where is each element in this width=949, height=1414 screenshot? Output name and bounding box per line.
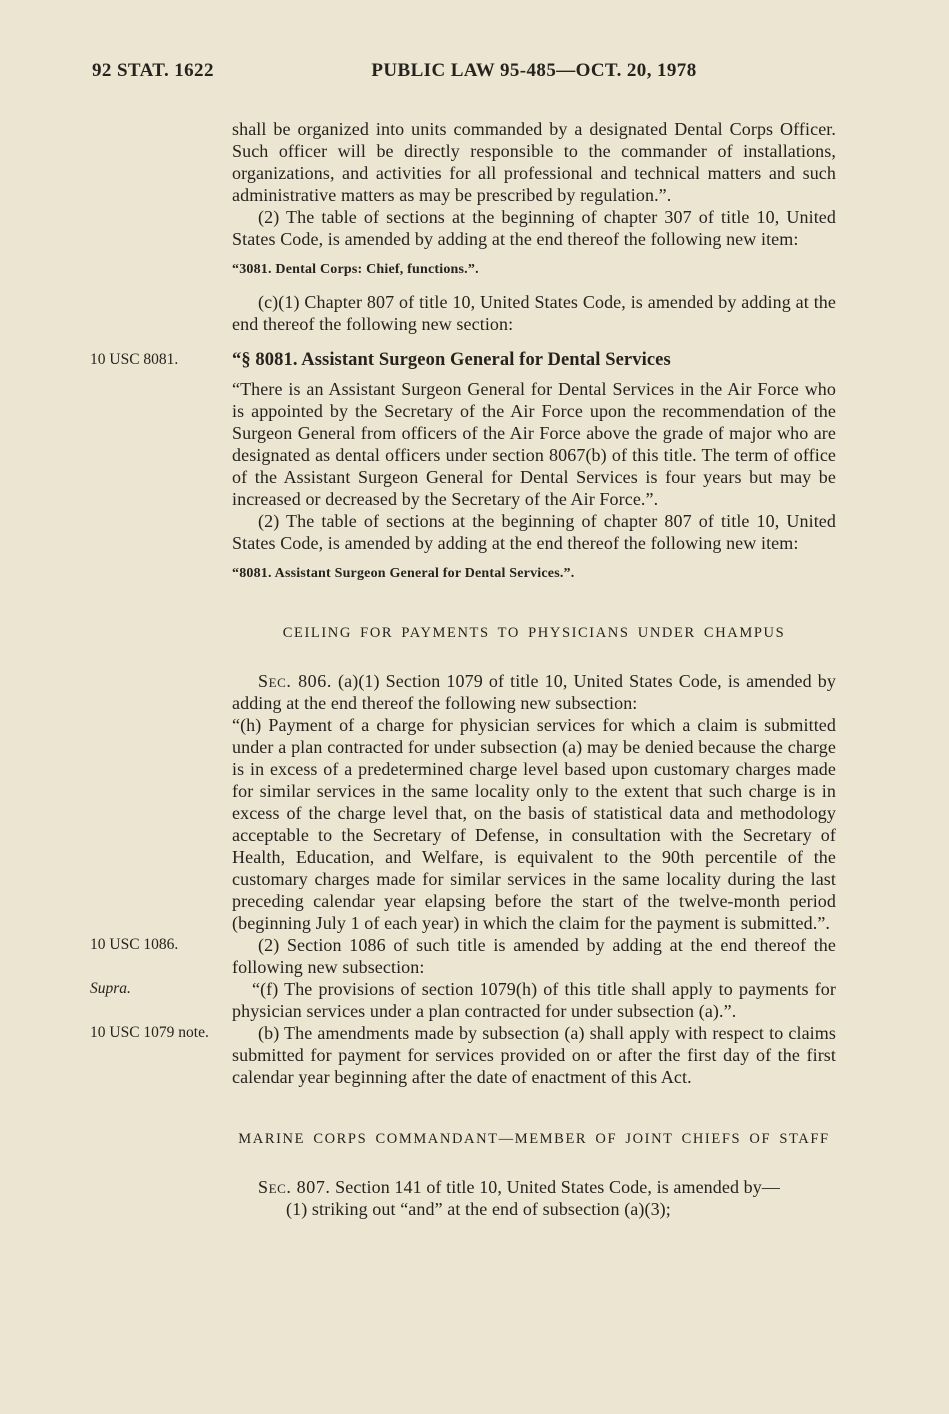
paragraph-dental-corps-continuation: shall be organized into units commanded by a designated Dental Corps Officer. Such officer will be directly responsible to the commander of installations, organizations, and activities for all professional and technical matters and such administrative matters as may be prescribed by regulation.”. <box>232 119 836 205</box>
section-1086-block <box>90 934 836 978</box>
subsection-f-block <box>90 978 836 1022</box>
heading-champus-ceiling: CEILING FOR PAYMENTS TO PHYSICIANS UNDER CHAMPUS <box>282 625 786 641</box>
sec-806-text: (a)(1) Section 1079 of title 10, United States Code, is amended by adding at the end thereof the following new subsection: <box>232 671 836 713</box>
section-8081-heading: “§ 8081. Assistant Surgeon General for Dental Services <box>232 350 671 370</box>
margin-note-usc-8081: 10 USC 8081. <box>90 351 179 368</box>
stat-page-number: 92 STAT. 1622 <box>92 60 214 81</box>
paragraph-subsection-f: “(f) The provisions of section 1079(h) of this title shall apply to payments for physician services under a plan contracted for under subsection (a).”. <box>232 979 836 1021</box>
paragraph-striking-out-and: (1) striking out “and” at the end of subsection (a)(3); <box>286 1199 671 1219</box>
quoted-item-8081: “8081. Assistant Surgeon General for Dental Services.”. <box>232 566 575 581</box>
subsection-b-block <box>90 1022 836 1088</box>
sec-807-text: Section 141 of title 10, United States Code, is amended by— <box>330 1177 780 1197</box>
paragraph-sec-806 <box>232 670 836 714</box>
paragraph-subsection-b-amendments: (b) The amendments made by subsection (a) shall apply with respect to claims submitted for payment for services provided on or after the first day of the first calendar year beginning after the date of enactment of this Act. <box>232 1023 836 1087</box>
paragraph-table-chapter-807: (2) The table of sections at the beginning of chapter 807 of title 10, United States Code, is amended by adding at the end thereof the following new item: <box>232 511 836 553</box>
sec-807-label: Sec. 807. <box>258 1177 331 1197</box>
section-8081-block <box>90 349 836 371</box>
paragraph-subsection-h-payment: “(h) Payment of a charge for physician services for which a claim is submitted under a plan contracted for under subsection (a) may be denied because the charge is in excess of a predetermined charge level based upon customary charges made for similar services in the same locality only to the extent that such charge is in excess of the charge level that, on the basis of statistical data and methodology acceptable to the Secretary of Defense, in consultation with the Secretary of Health, Education, and Welfare, is equivalent to the 90th percentile of the customary charges made for similar services in the same locality during the last preceding calendar year elapsing before the start of the twelve-month period (beginning July 1 of each year) in which the claim for the payment is submitted.”. <box>232 715 836 933</box>
sec-806-label: Sec. 806. <box>258 671 332 691</box>
quoted-item-3081: “3081. Dental Corps: Chief, functions.”. <box>232 262 479 277</box>
margin-note-usc-1086: 10 USC 1086. <box>90 936 179 953</box>
heading-marine-corps-commandant: MARINE CORPS COMMANDANT—MEMBER OF JOINT CHIEFS OF STAFF <box>238 1131 830 1147</box>
page-header <box>0 58 949 88</box>
paragraph-assistant-surgeon-general: “There is an Assistant Surgeon General for Dental Services in the Air Force who is appointed by the Secretary of the Air Force upon the recommendation of the Surgeon General from officers of the Air Force above the grade of major who are designated as dental officers under section 8067(b) of this title. The term of office of the Assistant Surgeon General for Dental Services is four years but may be increased or decreased by the Secretary of the Air Force.”. <box>232 379 836 509</box>
margin-note-usc-1079: 10 USC 1079 note. <box>90 1024 209 1041</box>
page-content <box>90 118 836 1220</box>
paragraph-c1-chapter-807: (c)(1) Chapter 807 of title 10, United States Code, is amended by adding at the end thereof the following new section: <box>232 292 836 334</box>
margin-note-supra: Supra. <box>90 980 131 997</box>
paragraph-table-chapter-307: (2) The table of sections at the beginning of chapter 307 of title 10, United States Code, is amended by adding at the end thereof the following new item: <box>232 207 836 249</box>
paragraph-section-1086: (2) Section 1086 of such title is amended by adding at the end thereof the following new subsection: <box>232 935 836 977</box>
public-law-title: PUBLIC LAW 95-485—OCT. 20, 1978 <box>371 60 697 81</box>
paragraph-sec-807 <box>232 1176 836 1198</box>
